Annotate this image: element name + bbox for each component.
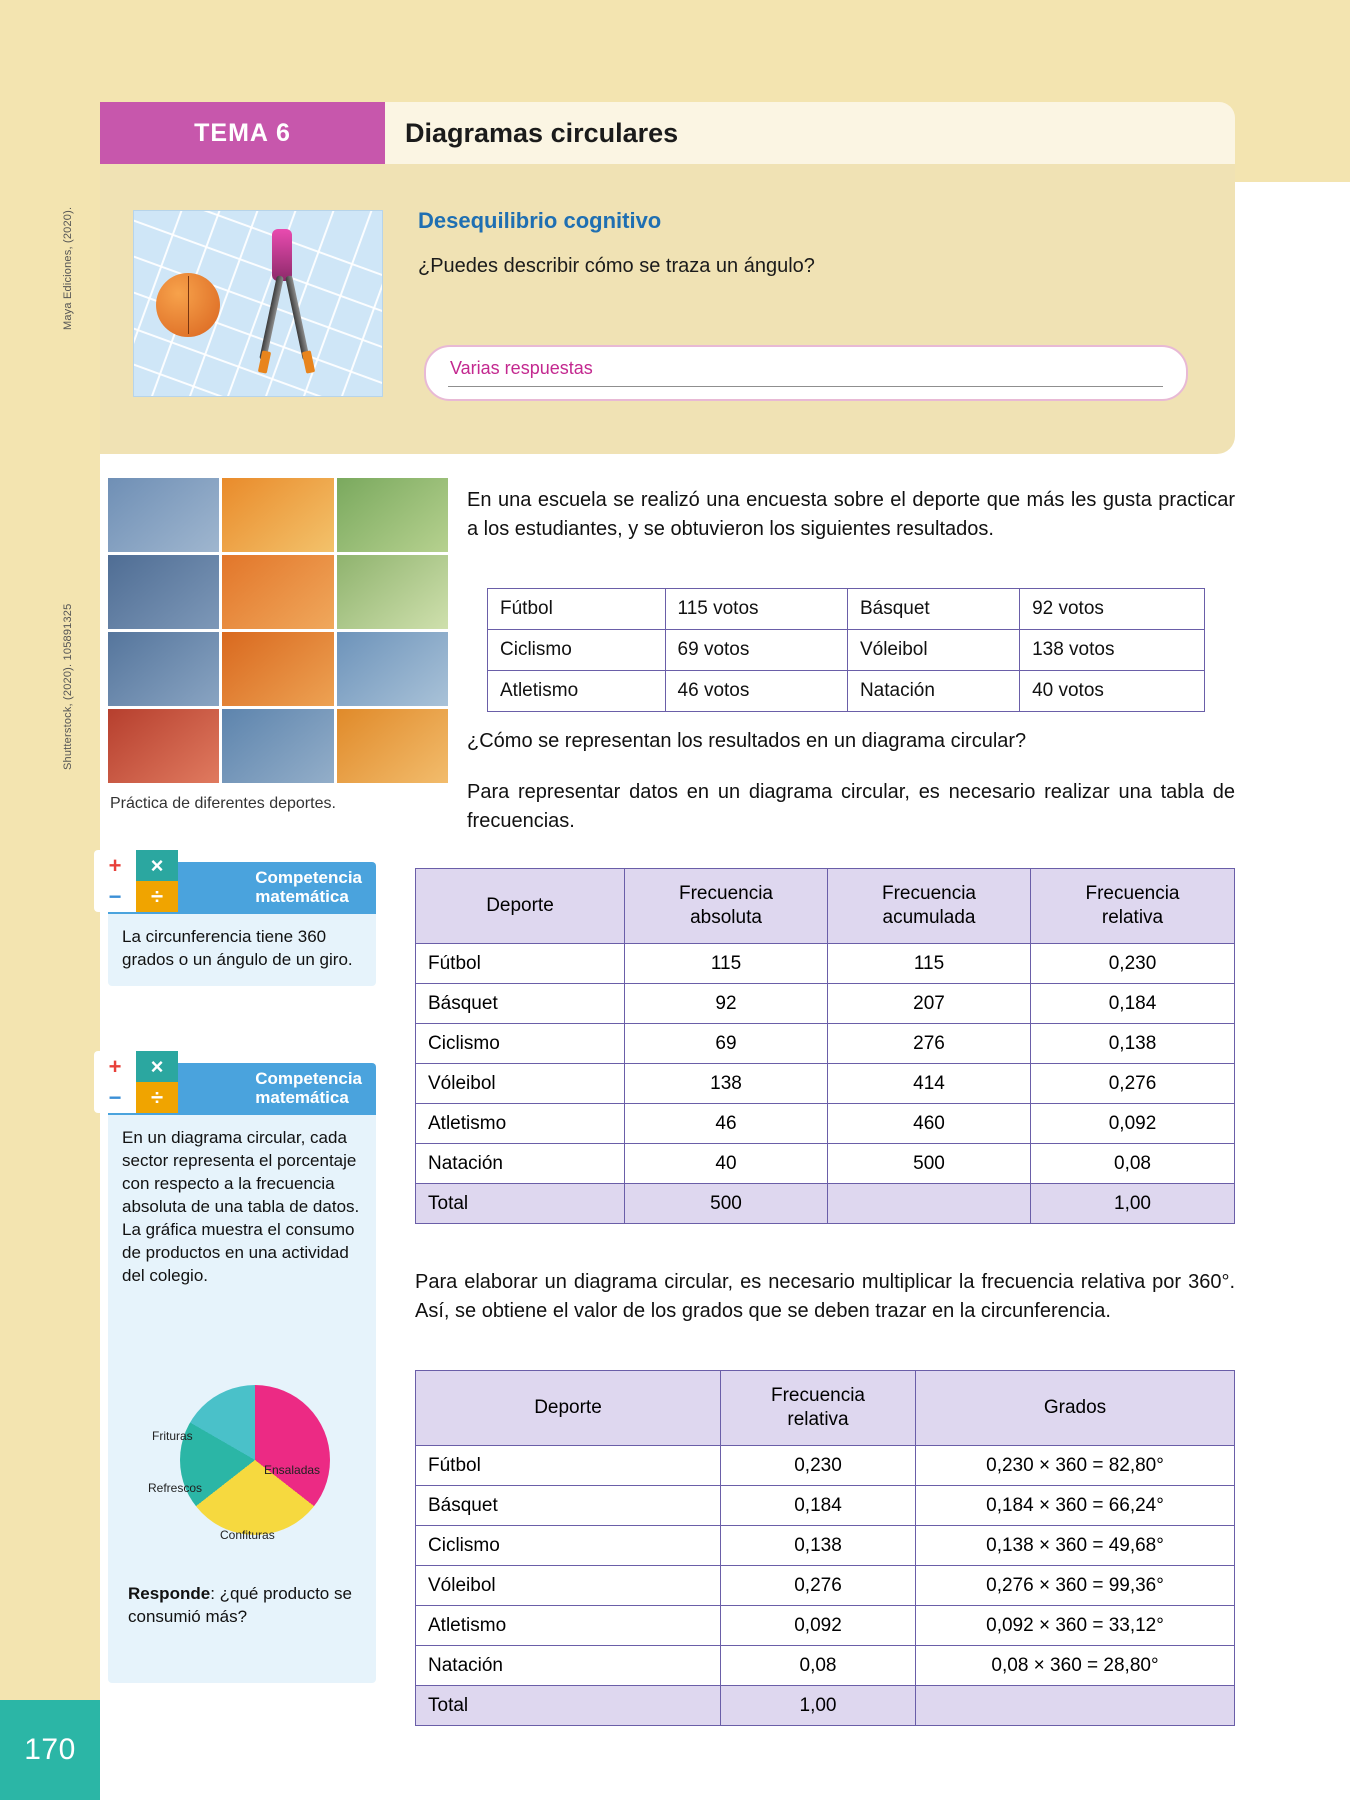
table-row (416, 1446, 1235, 1486)
pie-chart (148, 1385, 342, 1545)
topic-badge: TEMA 6 (100, 102, 385, 164)
topic-header (100, 102, 1235, 164)
header-line: Frecuencia (679, 883, 773, 905)
table-row (488, 630, 1205, 671)
table-row (416, 1646, 1235, 1686)
header-line: Frecuencia (771, 1385, 865, 1407)
deg-header-grados (916, 1371, 1235, 1446)
votes-cell: Fútbol (488, 589, 666, 630)
table-row (416, 944, 1235, 984)
votes-cell: 69 votos (665, 630, 847, 671)
deg-cell: 0,230 (721, 1446, 916, 1486)
table-row (416, 1064, 1235, 1104)
intro-note: Para representar datos en un diagrama circular, es necesario realizar una tabla de frecuencias. (467, 781, 1235, 832)
header-line: absoluta (690, 907, 762, 928)
freq-cell: 115 (828, 944, 1031, 984)
votes-cell: Básquet (847, 589, 1019, 630)
table-row-total (416, 1184, 1235, 1224)
freq-header-acumulada (828, 869, 1031, 944)
deg-cell: 0,08 (721, 1646, 916, 1686)
freq-cell: 69 (625, 1024, 828, 1064)
deg-header-relativa (721, 1371, 916, 1446)
deg-cell: 0,276 × 360 = 99,36° (916, 1566, 1235, 1606)
intro-question: ¿Cómo se representan los resultados en un diagrama circular? (467, 730, 1027, 752)
table-row (488, 671, 1205, 712)
deg-cell: 0,138 (721, 1526, 916, 1566)
freq-cell: 500 (828, 1144, 1031, 1184)
freq-cell: 0,08 (1031, 1144, 1235, 1184)
freq-cell: 46 (625, 1104, 828, 1144)
freq-cell: 207 (828, 984, 1031, 1024)
freq-cell: 138 (625, 1064, 828, 1104)
minus-icon: − (108, 883, 122, 909)
freq-cell (828, 1184, 1031, 1224)
freq-cell: Vóleibol (416, 1064, 625, 1104)
cognitive-imbalance-title: Desequilibrio cognitivo (418, 208, 662, 233)
competencia-title-1 (255, 869, 362, 906)
deg-cell (916, 1686, 1235, 1726)
pie-label-frituras: Frituras (152, 1429, 193, 1443)
competencia-header-2 (108, 1053, 376, 1115)
pie-label-refrescos: Refrescos (148, 1481, 203, 1495)
votes-cell: 115 votos (665, 589, 847, 630)
competencia-header-1 (108, 852, 376, 914)
plus-icon: + (108, 852, 122, 878)
freq-cell: 0,184 (1031, 984, 1235, 1024)
header-line: relativa (1101, 907, 1164, 928)
table-row (416, 1144, 1235, 1184)
pie-label-confituras: Confituras (220, 1528, 275, 1542)
freq-cell: 460 (828, 1104, 1031, 1144)
freq-cell: 1,00 (1031, 1184, 1235, 1224)
deg-cell: 0,276 (721, 1566, 916, 1606)
freq-cell: 0,092 (1031, 1104, 1235, 1144)
deg-cell: Total (416, 1686, 721, 1726)
freq-cell: Atletismo (416, 1104, 625, 1144)
competencia-body-2: En un diagrama circular, cada sector representa el porcentaje con respecto a la frecuencia absoluta de una tabla de datos. La gráfica muestra el consumo de productos en una actividad del colegio. (122, 1128, 360, 1285)
deg-header-deporte (416, 1371, 721, 1446)
intro-paragraph: En una escuela se realizó una encuesta sobre el deporte que más les gusta practicar a los estudiantes, y se obtuvieron los siguientes resultados. (467, 489, 1235, 540)
divide-icon: ÷ (136, 1082, 178, 1113)
deg-cell: 0,138 × 360 = 49,68° (916, 1526, 1235, 1566)
table-row (416, 1024, 1235, 1064)
table-header-row (416, 1371, 1235, 1446)
votes-cell: Ciclismo (488, 630, 666, 671)
deg-cell: 0,230 × 360 = 82,80° (916, 1446, 1235, 1486)
competencia-title-line1: Competencia (255, 868, 362, 888)
compass-illustration (133, 210, 383, 397)
plus-icon: + (108, 1053, 122, 1079)
times-icon: × (136, 1051, 178, 1082)
competencia-box-1 (108, 852, 376, 986)
votes-cell: 46 votos (665, 671, 847, 712)
freq-cell: 276 (828, 1024, 1031, 1064)
votes-table (487, 588, 1205, 712)
competencia-title-line2: matemática (255, 1088, 349, 1107)
header-line: Grados (1043, 1397, 1107, 1419)
page-title: Diagramas circulares (405, 117, 679, 148)
table-row (416, 1526, 1235, 1566)
freq-cell: Fútbol (416, 944, 625, 984)
votes-cell: 92 votos (1020, 589, 1205, 630)
header-line: relativa (787, 1409, 849, 1430)
sports-collage-image (108, 478, 448, 783)
math-operations-icon (94, 1051, 178, 1113)
freq-cell: 0,138 (1031, 1024, 1235, 1064)
deg-cell: Vóleibol (416, 1566, 721, 1606)
freq-cell: Ciclismo (416, 1024, 625, 1064)
image-credit-compass: Maya Ediciones, (2020). (62, 206, 74, 330)
freq-header-absoluta (625, 869, 828, 944)
freq-cell: 92 (625, 984, 828, 1024)
freq-cell: 115 (625, 944, 828, 984)
table-row (416, 1104, 1235, 1144)
header-line: Deporte (534, 1397, 602, 1419)
freq-header-relativa (1031, 869, 1235, 944)
deg-cell: Atletismo (416, 1606, 721, 1646)
freq-cell: 0,230 (1031, 944, 1235, 984)
responde-text: : ¿qué producto se consumió más? (128, 1584, 352, 1626)
deg-cell: 1,00 (721, 1686, 916, 1726)
votes-cell: 138 votos (1020, 630, 1205, 671)
table-row (488, 589, 1205, 630)
deg-cell: 0,184 × 360 = 66,24° (916, 1486, 1235, 1526)
table-row (416, 1606, 1235, 1646)
header-line: Frecuencia (882, 883, 976, 905)
votes-cell: 40 votos (1020, 671, 1205, 712)
competencia-title-2 (255, 1070, 362, 1107)
deg-cell: 0,184 (721, 1486, 916, 1526)
image-credit-collage: Shutterstock, (2020). 105891325 (62, 603, 74, 770)
frequency-table (415, 868, 1235, 1224)
responde-label: Responde (128, 1584, 211, 1603)
compass-head-icon (272, 229, 292, 281)
table-row (416, 1486, 1235, 1526)
collage-caption: Práctica de diferentes deportes. (110, 795, 336, 812)
divide-icon: ÷ (136, 881, 178, 912)
basketball-icon (156, 273, 220, 337)
math-operations-icon (94, 850, 178, 912)
freq-cell: 414 (828, 1064, 1031, 1104)
freq-cell: Básquet (416, 984, 625, 1024)
table-row (416, 1566, 1235, 1606)
votes-cell: Atletismo (488, 671, 666, 712)
cognitive-imbalance-question: ¿Puedes describir cómo se traza un ángulo? (418, 255, 815, 277)
minus-icon: − (108, 1084, 122, 1110)
freq-cell: 500 (625, 1184, 828, 1224)
freq-header-deporte (416, 869, 625, 944)
answer-input-rule (448, 386, 1163, 387)
deg-cell: Ciclismo (416, 1526, 721, 1566)
pie-label-ensaladas: Ensaladas (264, 1463, 321, 1477)
votes-cell: Vóleibol (847, 630, 1019, 671)
freq-cell: Natación (416, 1144, 625, 1184)
table-row (416, 984, 1235, 1024)
votes-cell: Natación (847, 671, 1019, 712)
deg-cell: Básquet (416, 1486, 721, 1526)
header-line: Frecuencia (1085, 883, 1180, 905)
table-row-total (416, 1686, 1235, 1726)
competencia-title-line1: Competencia (255, 1069, 362, 1089)
competencia-body-1: La circunferencia tiene 360 grados o un ángulo de un giro. (122, 927, 353, 969)
responde-prompt (128, 1583, 368, 1629)
times-icon: × (136, 850, 178, 881)
deg-cell: 0,092 (721, 1606, 916, 1646)
deg-cell: 0,08 × 360 = 28,80° (916, 1646, 1235, 1686)
pie-chart-circle (180, 1385, 330, 1535)
table-header-row (416, 869, 1235, 944)
freq-cell: Total (416, 1184, 625, 1224)
header-line: Deporte (486, 895, 554, 917)
deg-cell: Natación (416, 1646, 721, 1686)
deg-cell: 0,092 × 360 = 33,12° (916, 1606, 1235, 1646)
freq-cell: 40 (625, 1144, 828, 1184)
page-number: 170 (0, 1700, 100, 1800)
header-line: acumulada (882, 907, 976, 928)
freq-cell: 0,276 (1031, 1064, 1235, 1104)
page-left-band (0, 0, 100, 1800)
degrees-paragraph: Para elaborar un diagrama circular, es necesario multiplicar la frecuencia relativa por 360°. Así, se obtiene el valor de los grados que se deben trazar en la circunferencia. (415, 1271, 1235, 1322)
competencia-title-line2: matemática (255, 887, 349, 906)
answer-input-value[interactable]: Varias respuestas (450, 358, 593, 378)
deg-cell: Fútbol (416, 1446, 721, 1486)
degrees-table (415, 1370, 1235, 1726)
